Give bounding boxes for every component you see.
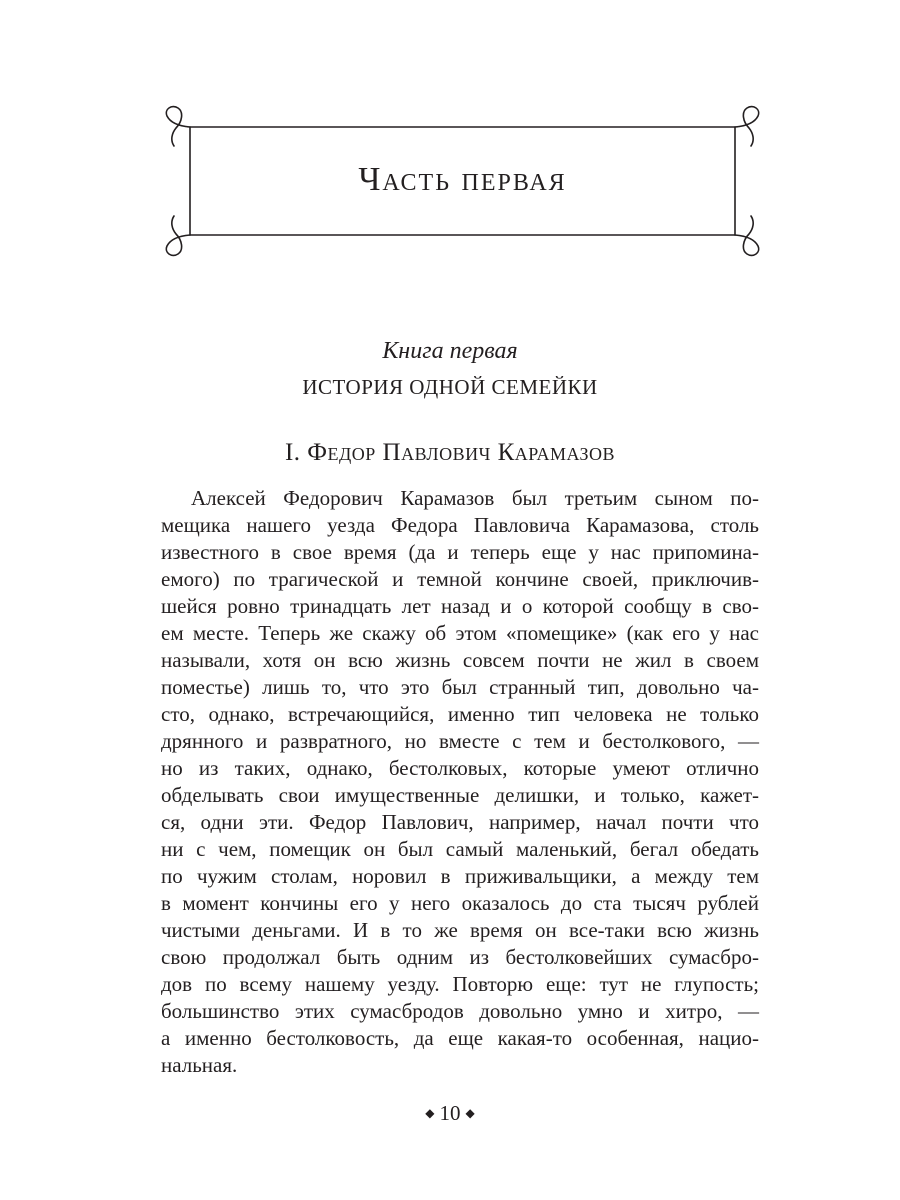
paragraph-line: ем месте. Теперь же скажу об этом «помещике» (как его у нас [161,621,759,645]
paragraph-line: шейся ровно тринадцать лет назад и о которой сообщу в сво- [161,594,759,618]
right-diamond-ornament-icon: ◆ [465,1106,475,1121]
paragraph-line: чистыми деньгами. И в то же время он все-таки всю жизнь [161,918,759,942]
paragraph-line: но из таких, однако, бестолковых, которые умеют отлично [161,756,759,780]
book-label: Книга первая [382,338,518,364]
page-number-footer [0,1098,900,1130]
paragraph-line: нальная. [161,1053,238,1077]
paragraph-line: обделывать свои имущественные делишки, и только, кажет- [161,783,759,807]
paragraph-line: ся, одни эти. Федор Павлович, например, начал почти что [161,810,759,834]
part-title: Часть первая [358,161,567,198]
paragraph-line: дов по всему нашему уезду. Повторю еще: тут не глупость; [161,972,759,996]
paragraph-line: свою продолжал быть одним из бестолковейших сумасбро- [161,945,759,969]
page-number: 10 [439,1101,461,1125]
paragraph-line: сто, однако, встречающийся, именно тип человека не только [161,702,759,726]
body-paragraph [161,485,759,1079]
paragraph-line: дрянного и развратного, но вместе с тем и бестолкового, — [161,729,759,753]
paragraph-line: поместье) лишь то, что это был странный тип, довольно ча- [161,675,759,699]
ornamental-title-frame [0,0,900,300]
left-diamond-ornament-icon: ◆ [425,1106,435,1121]
chapter-title: I. Федор Павлович Карамазов [284,439,616,466]
paragraph-line: называли, хотя он всю жизнь совсем почти не жил в своем [161,648,759,672]
book-title: ИСТОРИЯ ОДНОЙ СЕМЕЙКИ [302,375,598,399]
paragraph-line: емого) по трагической и темной кончине своей, приключив- [161,567,759,591]
paragraph-line: Алексей Федорович Карамазов был третьим сыном по- [191,486,759,510]
paragraph-line: мещика нашего уезда Федора Павловича Карамазова, столь [161,513,759,537]
paragraph-line: по чужим столам, норовил в приживальщики, а между тем [161,864,759,888]
paragraph-line: большинство этих сумасбродов довольно умно и хитро, — [161,999,759,1023]
paragraph-line: ни с чем, помещик он был самый маленький, бегал обедать [161,837,759,861]
paragraph-line: известного в свое время (да и теперь еще у нас припомина- [161,540,759,564]
paragraph-line: в момент кончины его у него оказалось до ста тысяч рублей [161,891,759,915]
paragraph-line: а именно бестолковость, да еще какая-то особенная, нацио- [161,1026,759,1050]
